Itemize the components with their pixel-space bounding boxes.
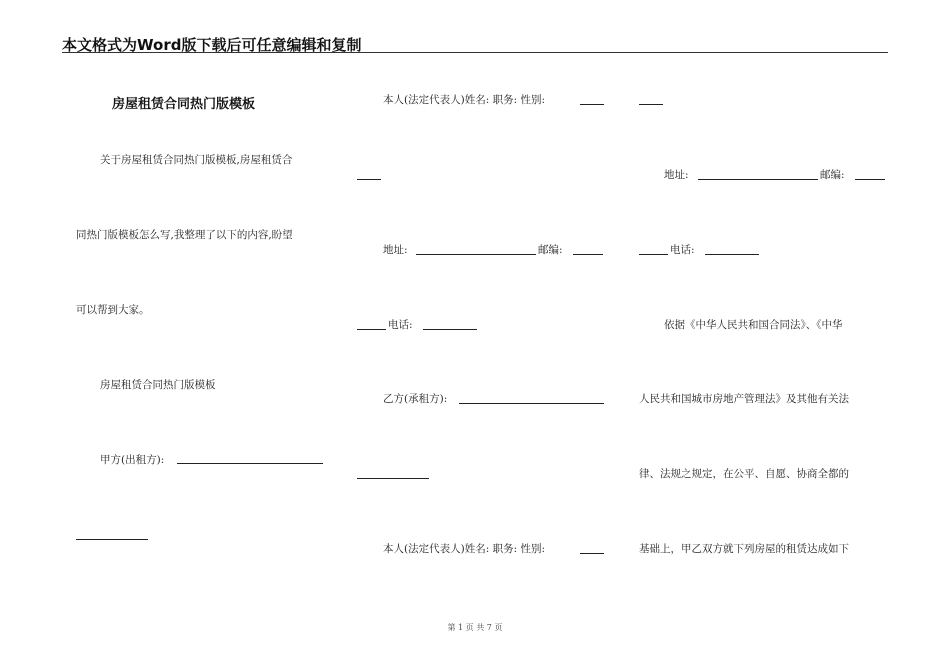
address-a-blank (416, 254, 536, 255)
page-number: 第 1 页 共 7 页 (447, 623, 503, 632)
rep-a-label: 本人(法定代表人)姓名: 职务: 性别: (383, 94, 545, 106)
intro-line-3: 可以帮到大家。 (76, 304, 150, 316)
law-basis-line-2: 人民共和国城市房地产管理法》及其他有关法 (639, 393, 849, 405)
document-title: 房屋租赁合同热门版模板 (112, 97, 256, 112)
address-a-label: 地址: (383, 244, 408, 256)
zip-b-label: 邮编: (820, 169, 845, 181)
phone-b-blank (705, 254, 759, 255)
rep-b-label: 本人(法定代表人)姓名: 职务: 性别: (383, 543, 545, 555)
rep-a-blank-col3 (639, 104, 663, 105)
header-title: 本文格式为Word版下载后可任意编辑和复制 (62, 36, 362, 54)
zip-b-blank (855, 179, 885, 180)
rep-a-blank-cont (357, 179, 381, 180)
law-basis-line-4: 基础上，甲乙双方就下列房屋的租赁达成如下 (639, 543, 849, 555)
phone-b-prefix-blank (639, 254, 668, 255)
section-subtitle: 房屋租赁合同热门版模板 (100, 379, 216, 391)
intro-line-2: 同热门版模板怎么写,我整理了以下的内容,盼望 (76, 229, 293, 241)
party-b-label: 乙方(承租方): (383, 393, 448, 405)
party-a-blank (177, 463, 323, 464)
phone-a-blank (423, 329, 477, 330)
party-b-blank (459, 403, 604, 404)
phone-a-label: 电话: (388, 319, 413, 331)
party-a-blank-cont (76, 539, 148, 540)
rep-a-gender-blank (580, 104, 604, 105)
zip-a-blank (573, 254, 603, 255)
party-b-blank-cont (357, 478, 429, 479)
address-b-blank (698, 179, 818, 180)
law-basis-line-1: 依据《中华人民共和国合同法》、《中华 (664, 319, 843, 331)
party-a-label: 甲方(出租方): (100, 454, 165, 466)
header-divider (62, 52, 888, 53)
address-b-label: 地址: (664, 169, 689, 181)
rep-b-gender-blank (580, 553, 604, 554)
phone-a-prefix-blank (357, 329, 386, 330)
zip-a-label: 邮编: (538, 244, 563, 256)
phone-b-label: 电话: (670, 244, 695, 256)
law-basis-line-3: 律、法规之规定，在公平、自愿、协商全都的 (639, 468, 849, 480)
intro-line-1: 关于房屋租赁合同热门版模板,房屋租赁合 (100, 154, 293, 166)
